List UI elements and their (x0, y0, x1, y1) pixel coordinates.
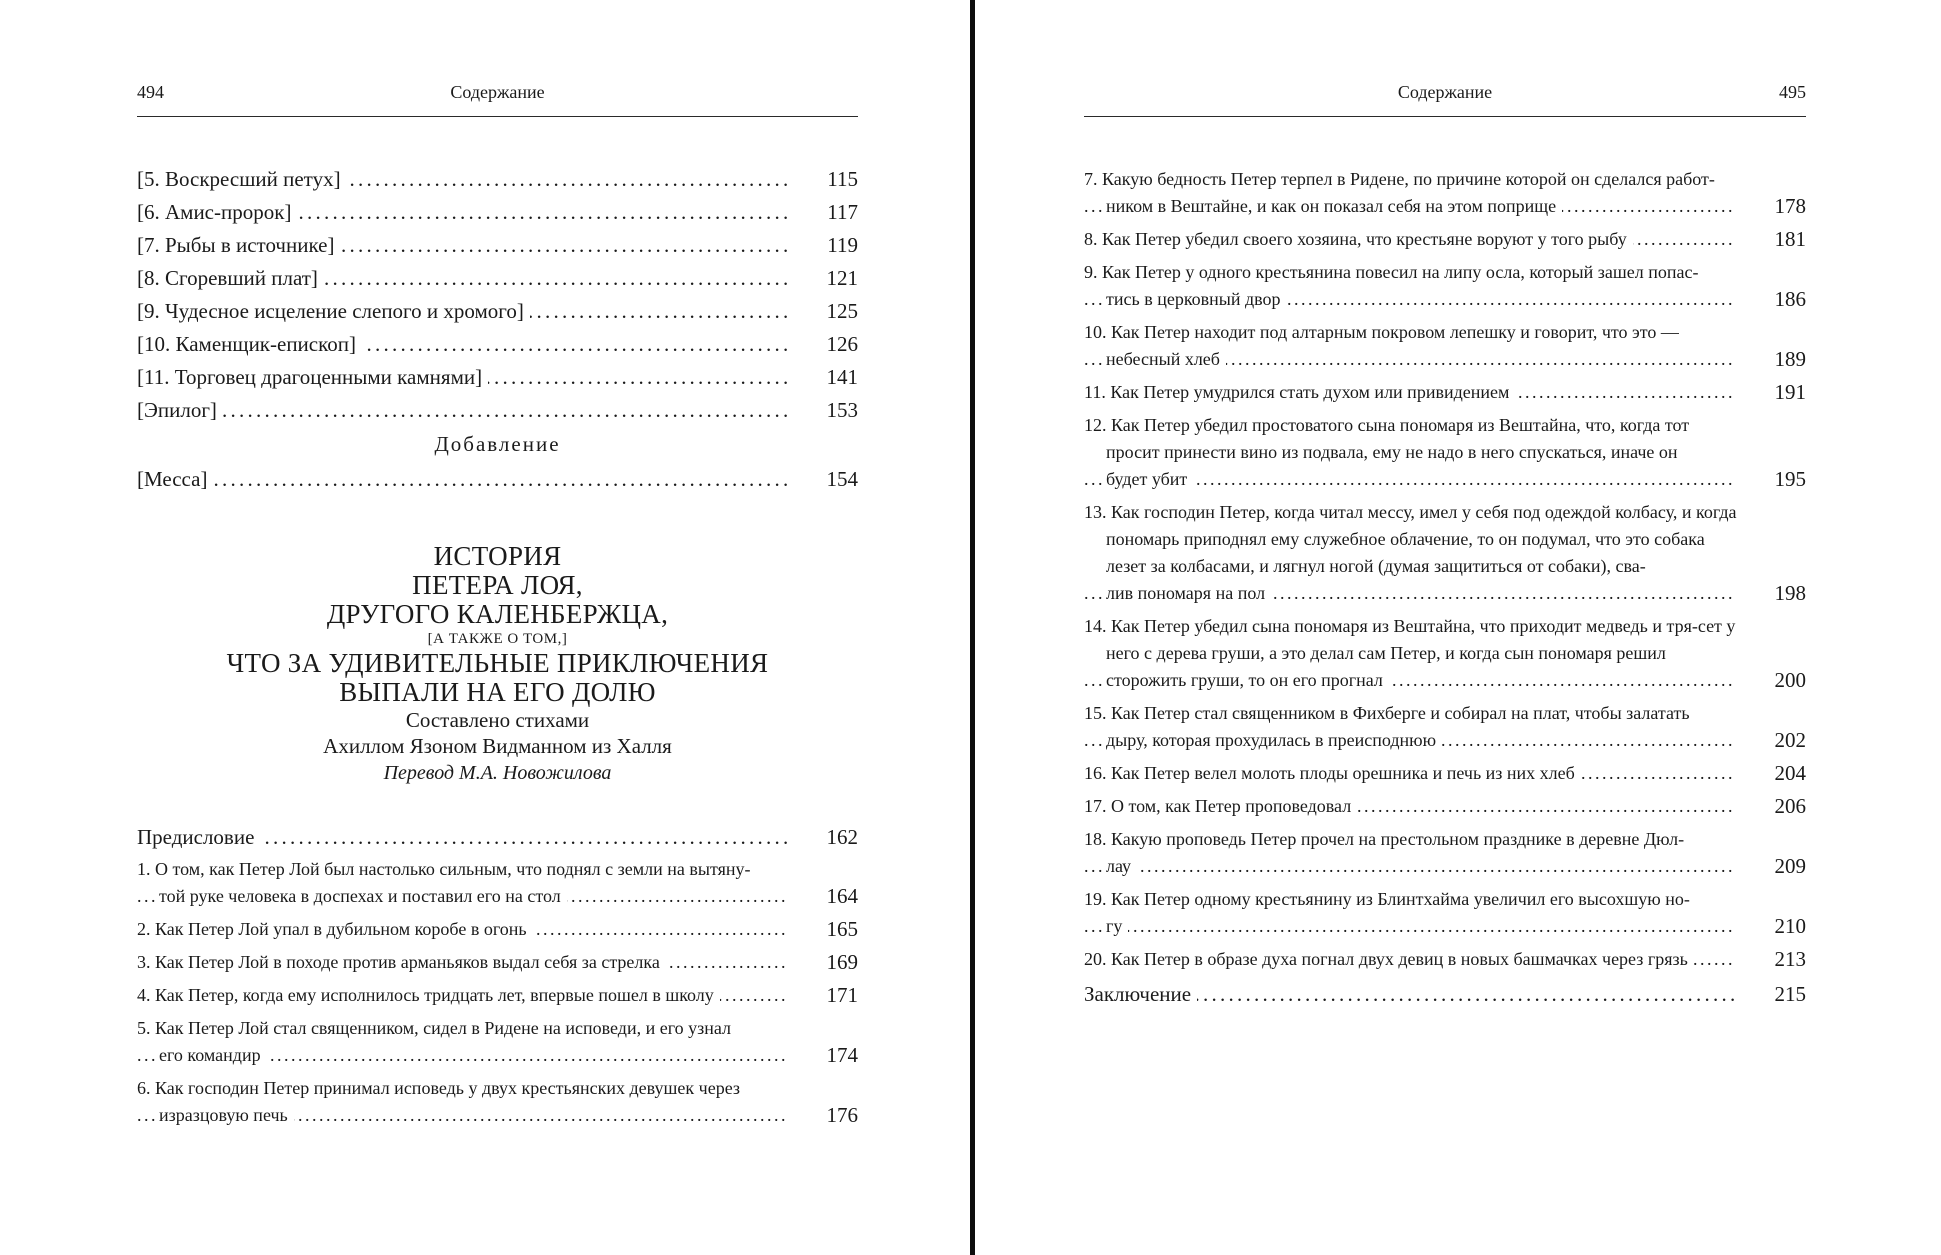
toc-chapter-page: 189 (1774, 347, 1806, 371)
toc-chapter (1084, 379, 1806, 406)
toc-chapter-page: 165 (826, 917, 858, 941)
running-title: Содержание (450, 82, 545, 102)
toc-upper (137, 163, 858, 496)
toc-chapter-text: 7. Какую бедность Петер терпел в Ридене, по причине которой он сделался работ- (1084, 169, 1715, 189)
toc-entry-title: [7. Рыбы в источнике] (137, 233, 340, 257)
toc-entry-page: 154 (826, 467, 858, 491)
toc-chapter-text-end: дыру, которая прохудилась в преисподнюю (1106, 730, 1442, 750)
toc-chapter (1084, 412, 1806, 493)
toc-entry-title: [5. Воскресший петух] (137, 167, 347, 191)
toc-chapter-text-end: изразцовую печь (159, 1105, 294, 1125)
work-title-line: ИСТОРИЯ (433, 541, 562, 571)
toc-chapter (1084, 226, 1806, 253)
toc-entry (137, 295, 858, 328)
toc-chapter-text-end: 4. Как Петер, когда ему исполнилось тридцать лет, впервые пошел в школу (137, 985, 720, 1005)
toc-chapter (137, 856, 858, 910)
toc-entry (137, 196, 858, 229)
toc-chapter (137, 949, 858, 976)
toc-entry-page: 153 (826, 398, 858, 422)
toc-entry-title: [6. Амис-пророк] (137, 200, 297, 224)
toc-chapter-page: 195 (1774, 467, 1806, 491)
toc-chapter (1084, 613, 1806, 694)
work-title-line: ВЫПАЛИ НА ЕГО ДОЛЮ (339, 677, 656, 707)
toc-chapter-text-end: 3. Как Петер Лой в походе против арманьяков выдал себя за стрелка (137, 952, 666, 972)
toc-chapter (1084, 319, 1806, 373)
toc-chapter-text-end: 20. Как Петер в образе духа погнал двух девиц в новых башмачках через грязь (1084, 949, 1694, 969)
toc-chapter-text-end: 16. Как Петер велел молоть плоды орешника и печь из них хлеб (1084, 763, 1581, 783)
toc-entry (137, 262, 858, 295)
toc-chapter-page: 209 (1774, 854, 1806, 878)
toc-entry-page: 141 (826, 365, 858, 389)
toc-chapter-text: 6. Как господин Петер принимал исповедь у двух крестьянских девушек через (137, 1078, 741, 1098)
toc-entry-page: 117 (827, 200, 858, 224)
toc-chapter-page: 191 (1774, 380, 1806, 404)
toc-entry-title: [8. Сгоревший плат] (137, 266, 324, 290)
toc-entry-title: Предисловие (137, 825, 260, 849)
toc-chapter-page: 210 (1774, 914, 1806, 938)
toc-entry (137, 163, 858, 196)
toc-entry-page: 162 (826, 825, 858, 849)
work-title-line: [А ТАКЖЕ О ТОМ,] (427, 631, 568, 647)
toc-chapter-page: 171 (826, 983, 858, 1007)
toc-chapter-text-end: 17. О том, как Петер проповедовал (1084, 796, 1357, 816)
work-translator: Перевод М.А. Новожилова (383, 762, 612, 784)
toc-chapter-text-end: ником в Вештайне, и как он показал себя на этом поприще (1106, 196, 1562, 216)
toc-entry (137, 463, 858, 496)
toc-chapter (1084, 760, 1806, 787)
toc-entry-page: 126 (826, 332, 858, 356)
toc-chapter (137, 1075, 858, 1129)
toc-chapter-text-end: небесный хлеб (1106, 349, 1226, 369)
toc-chapter-page: 198 (1774, 581, 1806, 605)
toc-entry (1084, 979, 1806, 1009)
toc-chapter-text-end: лау (1106, 856, 1137, 876)
toc-entry-title: [11. Торговец драгоценными камнями] (137, 365, 488, 389)
toc-entry-title: Заключение (1084, 982, 1197, 1006)
toc-chapter-text-end: 11. Как Петер умудрился стать духом или привидением (1084, 382, 1515, 402)
running-title: Содержание (1397, 82, 1493, 102)
toc-chapter-text: 14. Как Петер убедил сына пономаря из Вештайна, что приходит медведь и тря-сет у него с дерева груши, а это делал сам Петер, и когда сын пономаря решил (1084, 616, 1736, 663)
toc-entry (137, 328, 858, 361)
toc-chapter-text: 15. Как Петер стал священником в Фихберге и собирал на плат, чтобы залатать (1084, 703, 1690, 723)
toc-chapter (137, 982, 858, 1009)
toc-chapter (1084, 946, 1806, 973)
toc-chapter-text-end: будет убит (1106, 469, 1193, 489)
toc-chapter-text: 9. Как Петер у одного крестьянина повесил на липу осла, который зашел попас- (1084, 262, 1699, 282)
book-spine (970, 0, 975, 1255)
work-title-block (137, 542, 858, 787)
toc-chapter-page: 200 (1774, 668, 1806, 692)
toc-chapter-page: 186 (1774, 287, 1806, 311)
toc-chapter-page: 176 (826, 1103, 858, 1127)
toc-chapter (1084, 259, 1806, 313)
toc-chapter-text-end: 8. Как Петер убедил своего хозяина, что крестьяне воруют у того рыбу (1084, 229, 1633, 249)
toc-chapter-page: 174 (826, 1043, 858, 1067)
toc-chapter (1084, 166, 1806, 220)
toc-chapter-text: 19. Как Петер одному крестьянину из Блинтхайма увеличил его высохшую но- (1084, 889, 1690, 909)
work-author: Ахиллом Язоном Видманном из Халля (323, 734, 672, 758)
toc-lower (137, 821, 858, 1135)
toc-chapter-text-end: тись в церковный двор (1106, 289, 1287, 309)
toc-chapter-text: 10. Как Петер находит под алтарным покровом лепешку и говорит, что это — (1084, 322, 1679, 342)
work-title-line: ПЕТЕРА ЛОЯ, (412, 570, 583, 600)
toc-chapter-text-end: 2. Как Петер Лой упал в дубильном коробе в огонь (137, 919, 533, 939)
toc-chapter (137, 1015, 858, 1069)
page-number: 494 (137, 82, 164, 102)
toc-entry-page: 125 (826, 299, 858, 323)
toc-chapter-page: 202 (1774, 728, 1806, 752)
toc-chapter (137, 916, 858, 943)
toc-chapter (1084, 793, 1806, 820)
toc-chapter-page: 164 (826, 884, 858, 908)
toc-entry-page: 215 (1774, 982, 1806, 1006)
toc-chapter-page: 213 (1774, 947, 1806, 971)
toc-entry (137, 821, 858, 854)
toc-chapter-page: 181 (1774, 227, 1806, 251)
toc-chapter-page: 204 (1774, 761, 1806, 785)
toc-chapter-text: 18. Какую проповедь Петер прочел на престольном празднике в деревне Дюл- (1084, 829, 1685, 849)
toc-entry (137, 361, 858, 394)
toc-chapter (1084, 700, 1806, 754)
toc-entry-page: 119 (827, 233, 858, 257)
toc-chapter-text-end: сторожить груши, то он его прогнал (1106, 670, 1389, 690)
work-subtitle: Составлено стихами (405, 708, 590, 732)
toc-entry (137, 394, 858, 427)
toc-entry (137, 229, 858, 262)
toc-entry-page: 115 (827, 167, 858, 191)
right-page-header (1084, 80, 1806, 117)
right-page (976, 0, 1941, 1255)
toc-chapter-page: 206 (1774, 794, 1806, 818)
toc-chapter-text: 12. Как Петер убедил простоватого сына пономаря из Вештайна, что, когда тот просит принести вино из подвала, ему не надо в него спускаться, иначе он (1084, 415, 1690, 462)
toc-chapter-text: 13. Как господин Петер, когда читал мессу, имел у себя под одеждой колбасу, и когда пономарь приподнял ему служебное облачение, то он подумал, что это собака лезет за колбасами, и лягнул ногой (думая защититься от собаки), сва- (1084, 502, 1737, 576)
toc-chapter (1084, 886, 1806, 940)
left-page-header (137, 80, 858, 117)
toc-chapter-text-end: его командир (159, 1045, 267, 1065)
work-title-line: ЧТО ЗА УДИВИТЕЛЬНЫЕ ПРИКЛЮЧЕНИЯ (226, 648, 769, 678)
toc-chapter-text-end: гу (1106, 916, 1128, 936)
toc-chapter-page: 169 (826, 950, 858, 974)
toc-right (1084, 166, 1806, 1009)
toc-entry-title: [Месса] (137, 467, 213, 491)
toc-chapter-text-end: лив пономаря на пол (1106, 583, 1271, 603)
toc-chapter-text: 1. О том, как Петер Лой был настолько сильным, что поднял с земли на вытяну- (137, 859, 751, 879)
toc-chapter-page: 178 (1774, 194, 1806, 218)
toc-chapter (1084, 499, 1806, 607)
toc-entry-title: [Эпилог] (137, 398, 223, 422)
section-heading-addition: Добавление (434, 432, 561, 456)
toc-chapter-text-end: той руке человека в доспехах и поставил его на стол (159, 886, 567, 906)
left-page (0, 0, 970, 1255)
toc-entry-title: [10. Каменщик-епископ] (137, 332, 362, 356)
toc-entry-page: 121 (826, 266, 858, 290)
toc-entry-title: [9. Чудесное исцеление слепого и хромого] (137, 299, 530, 323)
toc-chapter (1084, 826, 1806, 880)
toc-chapter-text: 5. Как Петер Лой стал священником, сидел в Ридене на исповеди, и его узнал (137, 1018, 732, 1038)
work-title-line: ДРУГОГО КАЛЕНБЕРЖЦА, (326, 599, 669, 629)
page-number: 495 (1779, 82, 1806, 102)
